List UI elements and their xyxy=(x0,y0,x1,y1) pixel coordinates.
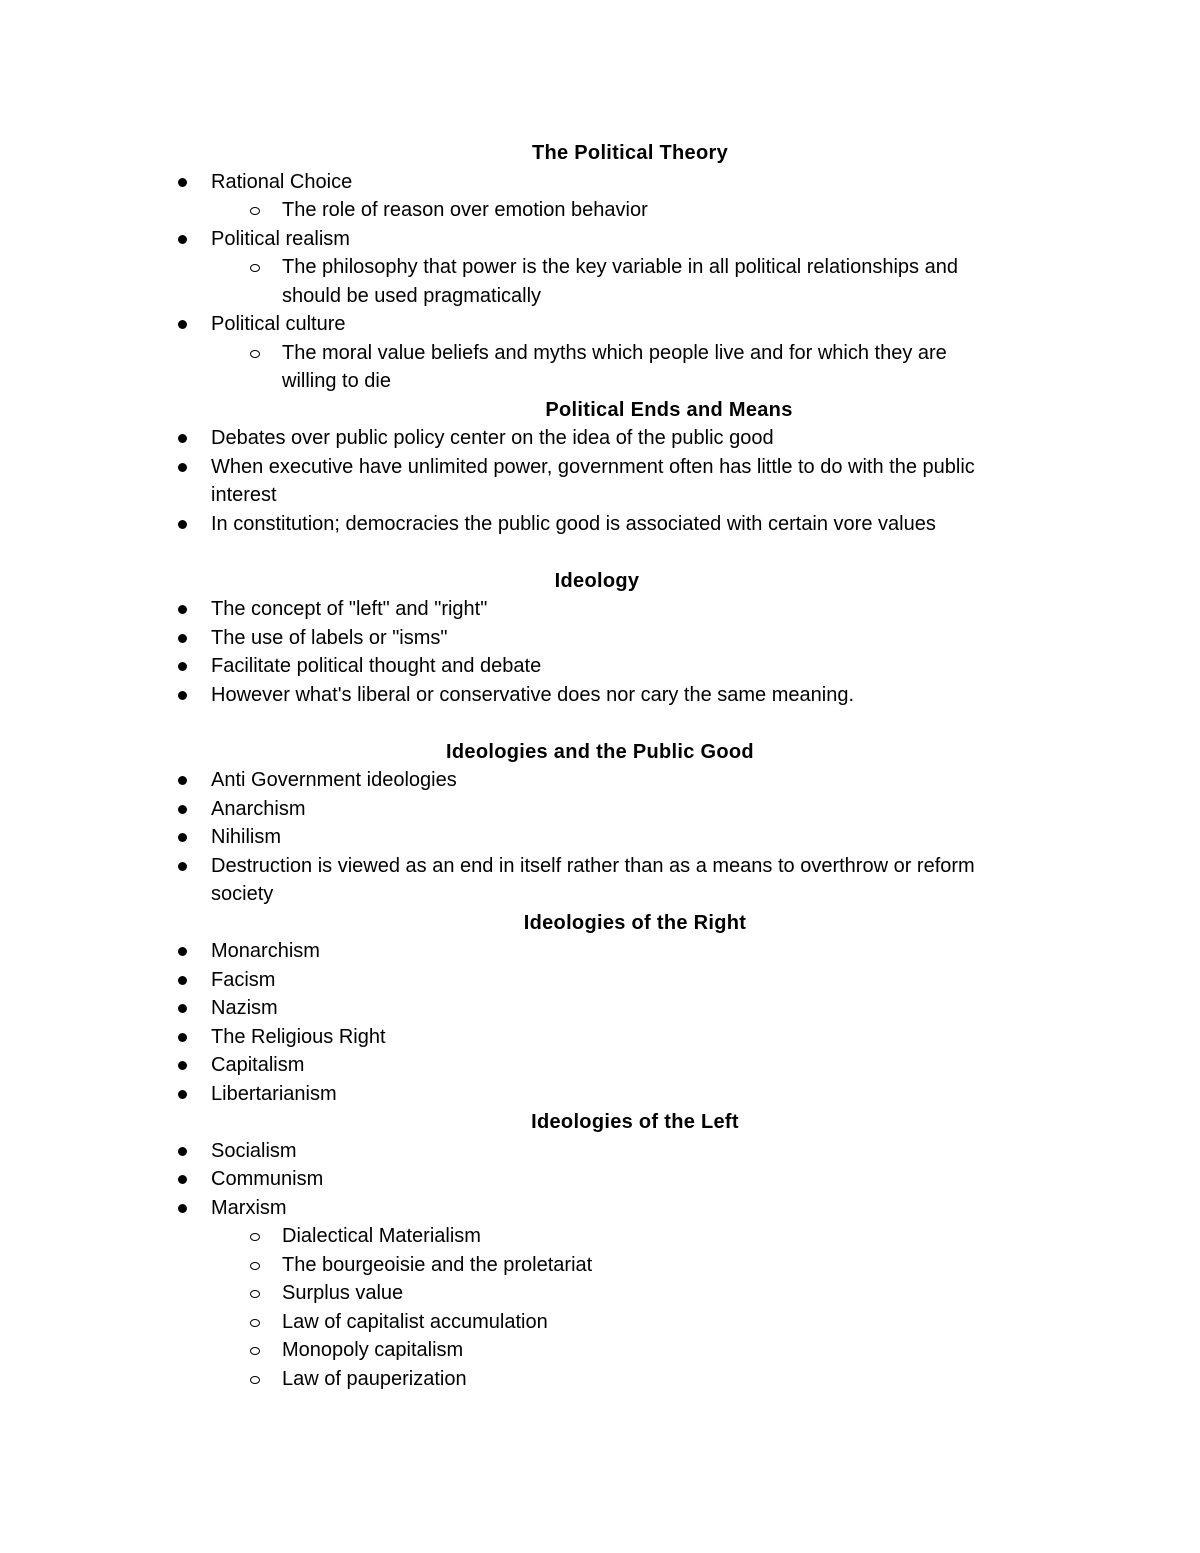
sub-list-item xyxy=(0,196,1042,225)
list-item xyxy=(0,1023,1051,1052)
list-item-text: Political culture xyxy=(211,313,346,335)
list-item-text: Nazism xyxy=(211,997,278,1019)
list-item xyxy=(0,681,1051,710)
list-item xyxy=(0,510,1051,539)
filled-bullet-icon xyxy=(178,1175,187,1184)
list-item xyxy=(0,1051,1051,1080)
list-item-text: Nihilism xyxy=(211,826,281,848)
list-item xyxy=(0,994,1051,1023)
section-heading: Ideologies of the Left xyxy=(531,1111,739,1133)
filled-bullet-icon xyxy=(178,178,187,187)
sub-list-item xyxy=(0,253,1042,310)
filled-bullet-icon xyxy=(178,1061,187,1070)
list-item-text: The role of reason over emotion behavior xyxy=(282,199,648,221)
section xyxy=(0,738,1200,909)
list-item-text: Monarchism xyxy=(211,940,320,962)
hollow-bullet-icon xyxy=(250,1290,260,1298)
filled-bullet-icon xyxy=(178,1004,187,1013)
blank-line xyxy=(0,709,1200,738)
list-item-text: Marxism xyxy=(211,1196,287,1219)
list-item-text: Dialectical Materialism xyxy=(282,1225,481,1247)
filled-bullet-icon xyxy=(178,776,187,785)
filled-bullet-icon xyxy=(178,1204,187,1213)
list-item-text: The concept of "left" and "right" xyxy=(211,598,488,620)
filled-bullet-icon xyxy=(178,947,187,956)
list-item-text: Communism xyxy=(211,1168,324,1190)
sub-list-item xyxy=(0,1365,1042,1394)
document-body xyxy=(0,139,1200,1393)
list-item xyxy=(0,966,1051,995)
sub-list-item xyxy=(0,1251,1042,1280)
list-item xyxy=(0,310,1051,339)
hollow-bullet-icon xyxy=(250,264,260,272)
list-item-text: Surplus value xyxy=(282,1282,404,1304)
section xyxy=(0,909,1200,1109)
bullet-list xyxy=(0,168,1200,396)
list-item-text: Socialism xyxy=(211,1139,297,1162)
list-item-text: should be used pragmatically xyxy=(282,284,542,307)
list-item xyxy=(0,1137,1051,1166)
list-item-text: Debates over public policy center on the idea of the public good xyxy=(211,427,774,449)
list-item xyxy=(0,652,1051,681)
list-item xyxy=(0,1165,1051,1194)
filled-bullet-icon xyxy=(178,1147,187,1156)
filled-bullet-icon xyxy=(178,862,187,871)
filled-bullet-icon xyxy=(178,235,187,244)
list-item-text: The Religious Right xyxy=(211,1025,386,1048)
list-item-text: Rational Choice xyxy=(211,170,353,193)
list-item-text: Libertarianism xyxy=(211,1082,337,1105)
section-heading: Ideologies of the Right xyxy=(523,911,747,934)
hollow-bullet-icon xyxy=(250,1347,260,1355)
list-item xyxy=(0,424,1051,453)
list-item xyxy=(0,795,1051,824)
sub-list-item xyxy=(0,1279,1042,1308)
hollow-bullet-icon xyxy=(250,1376,260,1384)
list-item xyxy=(0,852,1051,909)
list-item-text: The use of labels or "isms" xyxy=(211,626,448,649)
filled-bullet-icon xyxy=(178,662,187,671)
hollow-bullet-icon xyxy=(250,350,260,358)
list-item xyxy=(0,766,1051,795)
bullet-list xyxy=(0,424,1200,538)
list-item-text: When executive have unlimited power, government often has little to do with the public xyxy=(211,455,975,478)
bullet-list xyxy=(0,766,1200,909)
list-item-text: Monopoly capitalism xyxy=(282,1339,464,1361)
list-item-text: society xyxy=(211,883,274,905)
section xyxy=(0,1108,1200,1393)
list-item-text: Facism xyxy=(211,968,276,991)
section-heading: The Political Theory xyxy=(531,142,729,164)
list-item-text: Destruction is viewed as an end in itself rather than as a means to overthrow or reform xyxy=(211,854,975,877)
list-item xyxy=(0,624,1051,653)
list-item xyxy=(0,823,1051,852)
hollow-bullet-icon xyxy=(250,1319,260,1327)
filled-bullet-icon xyxy=(178,1090,187,1099)
list-item-text: Law of pauperization xyxy=(282,1367,467,1390)
bullet-list xyxy=(0,937,1200,1108)
section-heading: Ideology xyxy=(554,569,640,592)
list-item-text: The moral value beliefs and myths which people live and for which they are xyxy=(282,341,947,364)
sub-list-item xyxy=(0,1336,1042,1365)
list-item-text: However what's liberal or conservative does nor cary the same meaning. xyxy=(211,683,855,706)
filled-bullet-icon xyxy=(178,434,187,443)
hollow-bullet-icon xyxy=(250,207,260,215)
list-item xyxy=(0,225,1051,254)
sub-list-item xyxy=(0,339,1042,396)
section xyxy=(0,396,1200,567)
list-item-text: Anti Government ideologies xyxy=(211,769,457,791)
list-item-text: Facilitate political thought and debate xyxy=(211,655,542,677)
list-item-text: Political realism xyxy=(211,227,350,250)
filled-bullet-icon xyxy=(178,520,187,529)
list-item xyxy=(0,937,1051,966)
list-item xyxy=(0,1194,1051,1223)
list-item-text: The philosophy that power is the key variable in all political relationships and xyxy=(282,256,958,278)
list-item-text: Law of capitalist accumulation xyxy=(282,1310,548,1333)
list-item xyxy=(0,595,1051,624)
filled-bullet-icon xyxy=(178,976,187,985)
list-item-text: The bourgeoisie and the proletariat xyxy=(282,1253,593,1276)
bullet-list xyxy=(0,1137,1200,1394)
section xyxy=(0,139,1200,396)
sub-list-item xyxy=(0,1222,1042,1251)
filled-bullet-icon xyxy=(178,463,187,472)
filled-bullet-icon xyxy=(178,320,187,329)
list-item xyxy=(0,453,1051,510)
filled-bullet-icon xyxy=(178,805,187,814)
filled-bullet-icon xyxy=(178,691,187,700)
list-item xyxy=(0,1080,1051,1109)
list-item-text: In constitution; democracies the public good is associated with certain vore values xyxy=(211,512,936,535)
list-item-text: Capitalism xyxy=(211,1054,305,1076)
filled-bullet-icon xyxy=(178,634,187,643)
section-heading: Political Ends and Means xyxy=(545,398,793,421)
filled-bullet-icon xyxy=(178,1033,187,1042)
hollow-bullet-icon xyxy=(250,1233,260,1241)
sub-list-item xyxy=(0,1308,1042,1337)
filled-bullet-icon xyxy=(178,605,187,614)
filled-bullet-icon xyxy=(178,833,187,842)
list-item-text: Anarchism xyxy=(211,797,306,820)
blank-line xyxy=(0,538,1200,567)
list-item xyxy=(0,168,1051,197)
list-item-text: willing to die xyxy=(282,370,391,392)
hollow-bullet-icon xyxy=(250,1262,260,1270)
bullet-list xyxy=(0,595,1200,709)
list-item-text: interest xyxy=(211,484,277,506)
section xyxy=(0,567,1200,738)
section-heading: Ideologies and the Public Good xyxy=(446,740,754,763)
